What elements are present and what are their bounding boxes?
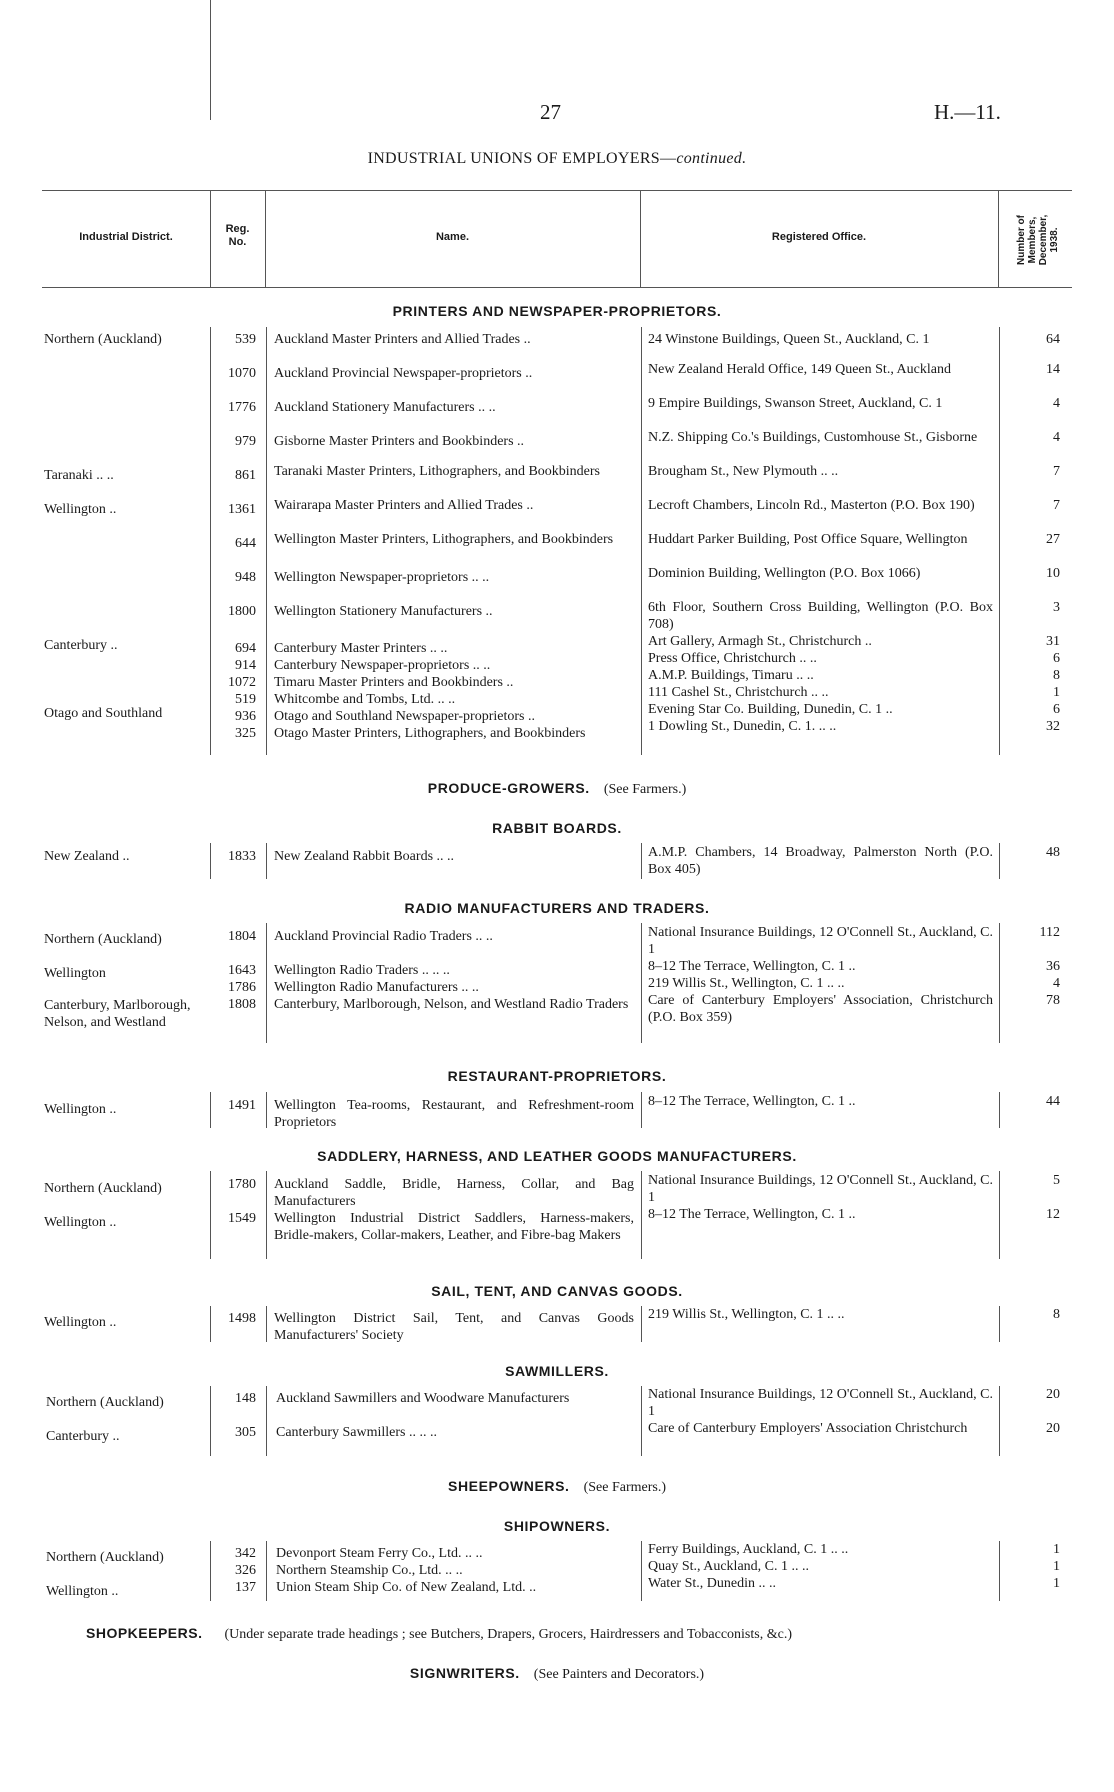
section-shipowners: SHIPOWNERS. — [503, 1518, 611, 1534]
col-reg-header — [210, 223, 265, 249]
table-row-name: Auckland Stationery Manufacturers .. .. — [274, 400, 496, 415]
table-row-district: Wellington — [44, 966, 106, 981]
table-row-members: 20 — [1046, 1421, 1060, 1436]
table-row-office: 1 Dowling St., Dunedin, C. 1. .. .. — [648, 719, 837, 734]
table-row-members: 27 — [1046, 532, 1060, 547]
table-row-members: 5 — [1053, 1173, 1060, 1188]
table-row-office: 219 Willis St., Wellington, C. 1 .. .. — [648, 1307, 845, 1322]
table-row-name: Wellington Radio Manufacturers .. .. — [274, 980, 479, 995]
table-row-reg: 1072 — [228, 675, 256, 690]
table-row-office: Art Gallery, Armagh St., Christchurch .. — [648, 634, 872, 649]
table-row-reg: 519 — [235, 692, 256, 707]
page-number: 27 — [540, 100, 561, 124]
table-row-office: National Insurance Buildings, 12 O'Connell St., Auckland, C. 1 — [648, 925, 993, 957]
table-row-district: Northern (Auckland) — [46, 1395, 164, 1410]
table-row-name: Wellington Industrial District Saddlers, Harness-makers, Bridle-makers, Collar-makers, Leather, and Fibre-bag Makers — [274, 1211, 634, 1243]
table-row-reg: 305 — [235, 1425, 256, 1440]
table-row-district: Wellington .. — [44, 502, 117, 517]
table-row-name: Wellington Newspaper-proprietors .. .. — [274, 570, 490, 585]
section-produce-growers — [0, 780, 1114, 798]
table-row-office: Quay St., Auckland, C. 1 .. .. — [648, 1559, 809, 1574]
table-row-office: 6th Floor, Southern Cross Building, Wellington (P.O. Box 708) — [648, 600, 993, 632]
table-row-district: Wellington .. — [44, 1215, 117, 1230]
table-row-name: Canterbury Sawmillers .. .. .. — [276, 1425, 437, 1440]
table-row-members: 32 — [1046, 719, 1060, 734]
table-row-district: Northern (Auckland) — [46, 1550, 164, 1565]
table-row-reg: 1780 — [228, 1177, 256, 1192]
col-members-header — [1016, 207, 1062, 273]
table-row-reg: 1498 — [228, 1311, 256, 1326]
table-row-members: 6 — [1053, 702, 1060, 717]
table-row-name: Otago and Southland Newspaper-proprietors .. — [274, 709, 535, 724]
table-row-members: 3 — [1053, 600, 1060, 615]
table-row-office: 24 Winstone Buildings, Queen St., Auckland, C. 1 — [648, 332, 930, 347]
table-row-reg: 1491 — [228, 1098, 256, 1113]
table-row-members: 20 — [1046, 1387, 1060, 1402]
table-row-name: Canterbury Newspaper-proprietors .. .. — [274, 658, 491, 673]
table-row-office: New Zealand Herald Office, 149 Queen St., Auckland — [648, 362, 951, 377]
table-row-members: 4 — [1053, 430, 1060, 445]
section-sawmillers: SAWMILLERS. — [505, 1363, 609, 1379]
section-shopkeepers — [86, 1625, 792, 1643]
table-row-reg: 861 — [235, 468, 256, 483]
table-row-members: 12 — [1046, 1207, 1060, 1222]
table-row-district: Northern (Auckland) — [44, 932, 162, 947]
table-row-office: 9 Empire Buildings, Swanson Street, Auckland, C. 1 — [648, 396, 943, 411]
members-line4: 1938. — [1049, 227, 1060, 253]
title-suffix: continued. — [676, 150, 747, 167]
table-row-office: N.Z. Shipping Co.'s Buildings, Customhouse St., Gisborne — [648, 430, 978, 445]
table-row-office: Press Office, Christchurch .. .. — [648, 651, 817, 666]
table-row-office: 8–12 The Terrace, Wellington, C. 1 .. — [648, 1207, 856, 1222]
table-row-members: 8 — [1053, 668, 1060, 683]
table-row-members: 1 — [1053, 1559, 1060, 1574]
table-row-office: Lecroft Chambers, Lincoln Rd., Masterton (P.O. Box 190) — [648, 498, 975, 513]
table-row-reg: 1804 — [228, 929, 256, 944]
members-line2: Members, — [1027, 216, 1038, 264]
section-rabbit-boards: RABBIT BOARDS. — [492, 820, 622, 836]
table-row-office: 111 Cashel St., Christchurch .. .. — [648, 685, 829, 700]
section-signwriters — [0, 1665, 1114, 1683]
table-row-members: 31 — [1046, 634, 1060, 649]
table-row-name: Wellington District Sail, Tent, and Canvas Goods Manufacturers' Society — [274, 1311, 634, 1343]
table-row-members: 44 — [1046, 1094, 1060, 1109]
table-row-members: 7 — [1053, 498, 1060, 513]
table-row-name: Auckland Saddle, Bridle, Harness, Collar, and Bag Manufacturers — [274, 1177, 634, 1209]
table-row-members: 78 — [1046, 993, 1060, 1008]
table-row-reg: 539 — [235, 332, 256, 347]
table-row-reg: 1776 — [228, 400, 256, 415]
table-row-district: Canterbury .. — [46, 1429, 120, 1444]
section-saddlery: SADDLERY, HARNESS, AND LEATHER GOODS MANUFACTURERS. — [317, 1148, 797, 1164]
section-radio: RADIO MANUFACTURERS AND TRADERS. — [404, 900, 710, 916]
members-line3: December, — [1038, 214, 1049, 266]
table-row-name: Wellington Master Printers, Lithographers, and Bookbinders — [274, 532, 614, 547]
table-row-members: 1 — [1053, 1576, 1060, 1591]
table-row-reg: 979 — [235, 434, 256, 449]
table-row-members: 6 — [1053, 651, 1060, 666]
table-row-office: Dominion Building, Wellington (P.O. Box 1066) — [648, 566, 921, 581]
table-row-name: Canterbury Master Printers .. .. — [274, 641, 448, 656]
table-row-office: National Insurance Buildings, 12 O'Connell St., Auckland, C. 1 — [648, 1173, 993, 1205]
table-row-reg: 342 — [235, 1546, 256, 1561]
members-line1: Number of — [1016, 215, 1027, 265]
table-row-members: 14 — [1046, 362, 1060, 377]
col-name-header: Name. — [435, 231, 470, 243]
table-row-name: Wellington Stationery Manufacturers .. — [274, 604, 493, 619]
table-row-office: 8–12 The Terrace, Wellington, C. 1 .. — [648, 1094, 856, 1109]
document-reference: H.—11. — [934, 100, 1001, 124]
table-row-office: Ferry Buildings, Auckland, C. 1 .. .. — [648, 1542, 849, 1557]
signwriters-see: (See Painters and Decorators.) — [533, 1667, 705, 1682]
table-row-name: Auckland Provincial Radio Traders .. .. — [274, 929, 493, 944]
table-row-name: Devonport Steam Ferry Co., Ltd. .. .. — [276, 1546, 483, 1561]
table-row-office: 219 Willis St., Wellington, C. 1 .. .. — [648, 976, 845, 991]
table-row-members: 1 — [1053, 685, 1060, 700]
table-row-reg: 948 — [235, 570, 256, 585]
table-row-name: Union Steam Ship Co. of New Zealand, Ltd. .. — [276, 1580, 537, 1595]
col-district-header: Industrial District. — [79, 231, 173, 243]
table-row-members: 4 — [1053, 396, 1060, 411]
table-row-office: Water St., Dunedin .. .. — [648, 1576, 776, 1591]
table-row-name: Whitcombe and Tombs, Ltd. .. .. — [274, 692, 456, 707]
table-row-members: 7 — [1053, 464, 1060, 479]
table-row-name: New Zealand Rabbit Boards .. .. — [274, 849, 455, 864]
shopkeepers-note: (Under separate trade headings ; see Butchers, Drapers, Grocers, Hairdressers and Tobacconists, &c.) — [224, 1627, 792, 1642]
table-row-members: 48 — [1046, 845, 1060, 860]
table-row-members: 112 — [1039, 925, 1060, 940]
section-sail-tent: SAIL, TENT, AND CANVAS GOODS. — [431, 1283, 683, 1299]
table-row-name: Wairarapa Master Printers and Allied Trades .. — [274, 498, 534, 513]
table-row-reg: 137 — [235, 1580, 256, 1595]
table-row-reg: 1549 — [228, 1211, 256, 1226]
table-row-office: National Insurance Buildings, 12 O'Connell St., Auckland, C. 1 — [648, 1387, 993, 1419]
table-row-reg: 1786 — [228, 980, 256, 995]
table-row-district: Northern (Auckland) — [44, 1181, 162, 1196]
table-row-name: Auckland Provincial Newspaper-proprietors .. — [274, 366, 533, 381]
shopkeepers-heading: SHOPKEEPERS. — [86, 1625, 203, 1641]
table-row-name: Canterbury, Marlborough, Nelson, and Westland Radio Traders — [274, 997, 629, 1012]
table-row-name: Northern Steamship Co., Ltd. .. .. — [276, 1563, 463, 1578]
table-row-name: Wellington Radio Traders .. .. .. — [274, 963, 450, 978]
table-row-reg: 1361 — [228, 502, 256, 517]
table-row-district: Wellington .. — [44, 1102, 117, 1117]
table-row-members: 10 — [1046, 566, 1060, 581]
table-row-district: Canterbury, Marlborough, Nelson, and Westland — [44, 998, 191, 1030]
section-restaurant: RESTAURANT-PROPRIETORS. — [447, 1068, 667, 1084]
page-title — [0, 150, 1114, 168]
produce-heading: PRODUCE-GROWERS. — [427, 780, 590, 796]
table-row-members: 36 — [1046, 959, 1060, 974]
table-row-reg: 644 — [235, 536, 256, 551]
table-row-name: Wellington Tea-rooms, Restaurant, and Refreshment-room Proprietors — [274, 1098, 634, 1130]
table-row-reg: 148 — [235, 1391, 256, 1406]
table-row-name: Timaru Master Printers and Bookbinders .. — [274, 675, 514, 690]
section-sheepowners — [0, 1478, 1114, 1496]
table-row-name: Auckland Master Printers and Allied Trades .. — [274, 332, 531, 347]
table-row-name: Auckland Sawmillers and Woodware Manufacturers — [276, 1391, 570, 1406]
table-row-district: Taranaki .. .. — [44, 468, 114, 483]
table-row-reg: 1833 — [228, 849, 256, 864]
table-row-office: Evening Star Co. Building, Dunedin, C. 1 .. — [648, 702, 893, 717]
col-office-header: Registered Office. — [771, 231, 867, 243]
table-row-office: Care of Canterbury Employers' Association Christchurch — [648, 1421, 968, 1436]
table-row-office: A.M.P. Buildings, Timaru .. .. — [648, 668, 814, 683]
reg-line2: No. — [228, 236, 247, 248]
table-row-reg: 1808 — [228, 997, 256, 1012]
table-row-office: 8–12 The Terrace, Wellington, C. 1 .. — [648, 959, 856, 974]
table-row-office: Brougham St., New Plymouth .. .. — [648, 464, 839, 479]
column-header — [42, 190, 1072, 288]
table-row-reg: 936 — [235, 709, 256, 724]
table-row-name: Gisborne Master Printers and Bookbinders .. — [274, 434, 525, 449]
table-row-district: Northern (Auckland) — [44, 332, 162, 347]
signwriters-heading: SIGNWRITERS. — [409, 1665, 520, 1681]
table-row-reg: 694 — [235, 641, 256, 656]
section-printers: PRINTERS AND NEWSPAPER-PROPRIETORS. — [392, 303, 722, 319]
sheepowners-see: (See Farmers.) — [583, 1480, 666, 1495]
table-row-district: Wellington .. — [46, 1584, 119, 1599]
title-main: INDUSTRIAL UNIONS OF EMPLOYERS— — [367, 150, 677, 167]
produce-see: (See Farmers.) — [603, 782, 687, 797]
table-row-reg: 1643 — [228, 963, 256, 978]
table-row-office: A.M.P. Chambers, 14 Broadway, Palmerston North (P.O. Box 405) — [648, 845, 993, 877]
table-row-district: Otago and Southland — [44, 706, 163, 721]
reg-line1: Reg. — [225, 223, 250, 235]
table-row-reg: 1070 — [228, 366, 256, 381]
table-row-name: Taranaki Master Printers, Lithographers, and Bookbinders — [274, 464, 600, 479]
table-row-name: Otago Master Printers, Lithographers, and Bookbinders — [274, 726, 586, 741]
table-row-reg: 326 — [235, 1563, 256, 1578]
table-row-reg: 914 — [235, 658, 256, 673]
table-row-members: 8 — [1053, 1307, 1060, 1322]
table-row-district: New Zealand .. — [44, 849, 130, 864]
sheepowners-heading: SHEEPOWNERS. — [448, 1478, 570, 1494]
table-row-office: Care of Canterbury Employers' Association, Christchurch (P.O. Box 359) — [648, 993, 993, 1025]
table-row-reg: 1800 — [228, 604, 256, 619]
table-row-reg: 325 — [235, 726, 256, 741]
table-row-district: Wellington .. — [44, 1315, 117, 1330]
table-row-office: Huddart Parker Building, Post Office Square, Wellington — [648, 532, 968, 547]
table-row-members: 1 — [1053, 1542, 1060, 1557]
table-row-district: Canterbury .. — [44, 638, 118, 653]
table-row-members: 4 — [1053, 976, 1060, 991]
table-row-members: 64 — [1046, 332, 1060, 347]
